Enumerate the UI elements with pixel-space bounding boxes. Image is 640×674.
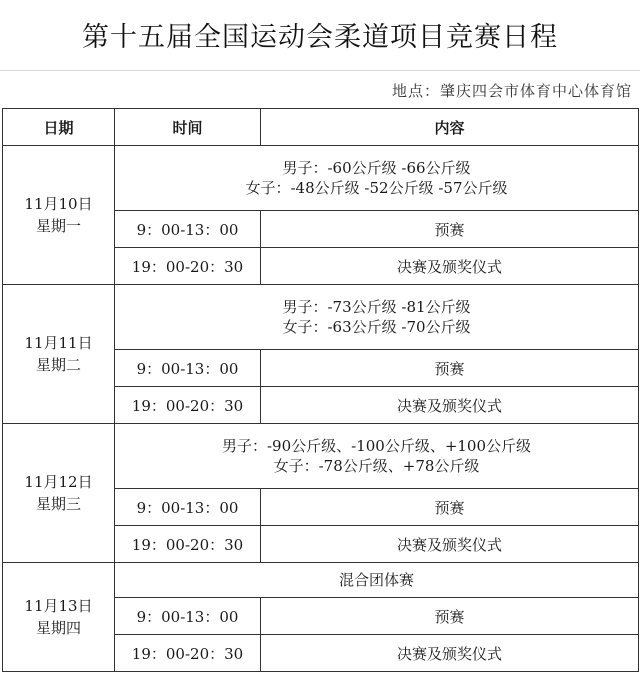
date-text: 11月10日 [24,195,93,213]
events-cell [115,146,639,211]
date-cell [3,563,115,672]
title-divider [0,70,640,71]
time-cell: 9：00-13：00 [115,350,261,387]
date-text: 11月12日 [24,473,93,491]
weekday-text: 星期一 [35,217,81,235]
weekday-text: 星期二 [35,356,81,374]
table-row [3,563,639,598]
date-cell [3,285,115,424]
header-time: 时间 [115,109,261,146]
stage-cell: 决赛及颁奖仪式 [261,635,639,672]
stage-cell: 决赛及颁奖仪式 [261,526,639,563]
stage-cell: 预赛 [261,350,639,387]
stage-cell: 预赛 [261,489,639,526]
events-cell [115,285,639,350]
time-cell: 9：00-13：00 [115,598,261,635]
stage-cell: 预赛 [261,598,639,635]
date-cell [3,424,115,563]
stage-cell: 预赛 [261,211,639,248]
time-cell: 19：00-20：30 [115,526,261,563]
stage-cell: 决赛及颁奖仪式 [261,248,639,285]
time-cell: 9：00-13：00 [115,211,261,248]
schedule-table [2,108,639,672]
event-line: 男子：-60公斤级 -66公斤级 [282,159,471,177]
event-line: 男子：-73公斤级 -81公斤级 [282,298,471,316]
date-text: 11月13日 [24,597,93,615]
time-cell: 19：00-20：30 [115,387,261,424]
events-cell [115,563,639,598]
time-cell: 19：00-20：30 [115,635,261,672]
table-row [3,424,639,489]
time-cell: 9：00-13：00 [115,489,261,526]
event-line: 女子：-78公斤级、+78公斤级 [273,457,480,475]
table-row [3,146,639,211]
time-cell: 19：00-20：30 [115,248,261,285]
events-cell [115,424,639,489]
stage-cell: 决赛及颁奖仪式 [261,387,639,424]
header-row [3,109,639,146]
table-row [3,285,639,350]
weekday-text: 星期三 [35,495,81,513]
page-title: 第十五届全国运动会柔道项目竞赛日程 [82,21,558,53]
event-line: 女子：-63公斤级 -70公斤级 [282,318,471,336]
event-line: 女子：-48公斤级 -52公斤级 -57公斤级 [245,179,508,197]
date-text: 11月11日 [24,334,93,352]
event-line: 男子：-90公斤级、-100公斤级、+100公斤级 [221,437,532,455]
venue-label: 地点：肇庆四会市体育中心体育馆 [391,81,632,100]
weekday-text: 星期四 [35,619,81,637]
header-content: 内容 [261,109,639,146]
date-cell [3,146,115,285]
event-line: 混合团体赛 [338,571,414,589]
header-date: 日期 [3,109,115,146]
